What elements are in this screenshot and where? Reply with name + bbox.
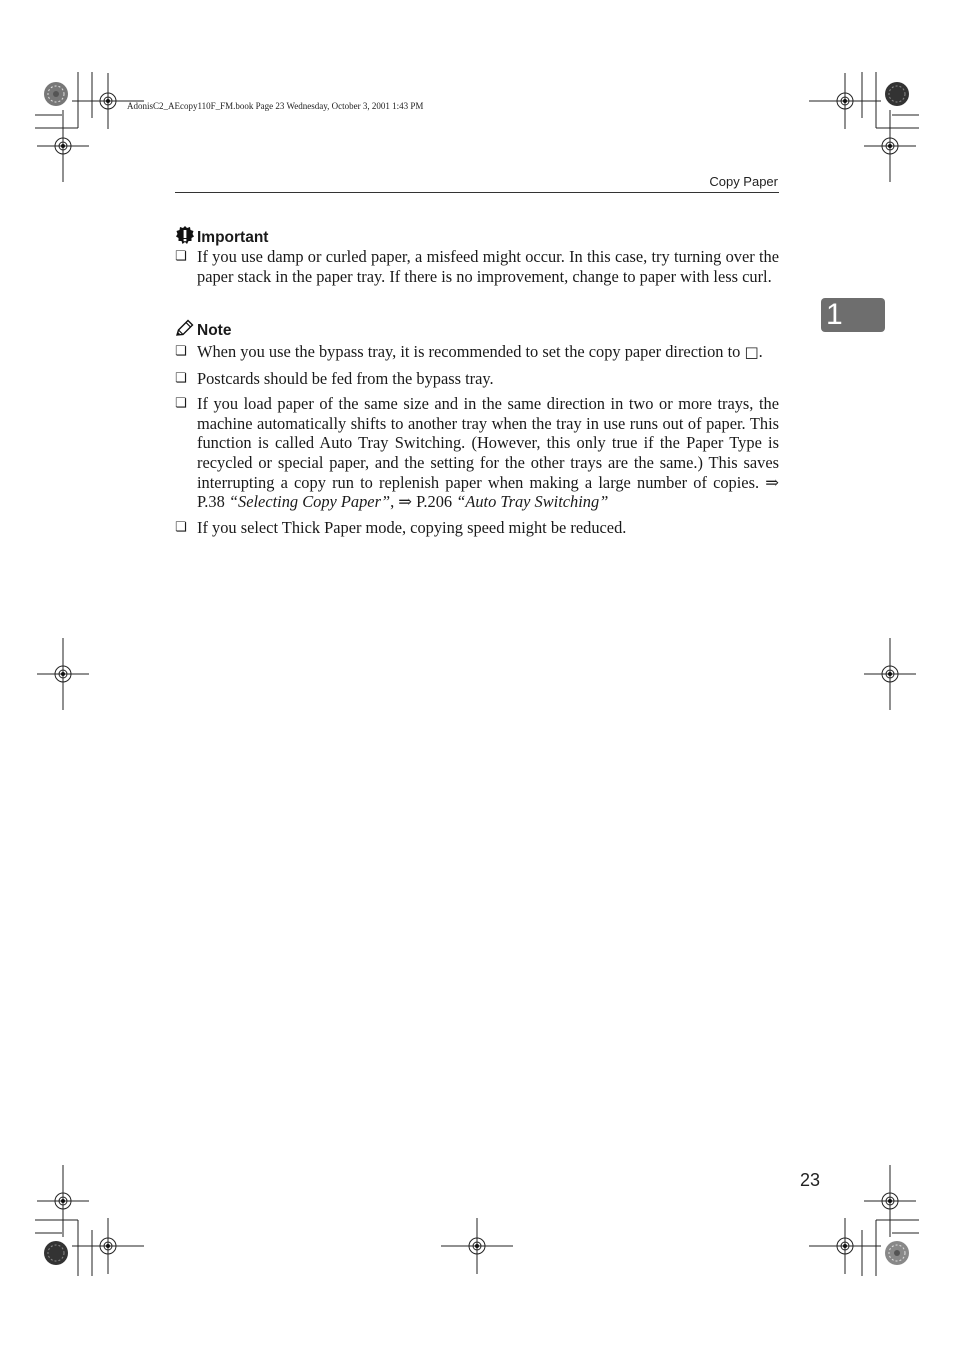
- header-rule: [175, 192, 779, 193]
- note-item-text: Postcards should be fed from the bypass tray.: [197, 368, 494, 388]
- note-list: [175, 342, 779, 537]
- list-item: [175, 247, 779, 286]
- note-heading: [175, 319, 231, 342]
- chapter-number: 1: [826, 298, 843, 331]
- note-item-text: When you use the bypass tray, it is recommended to set the copy paper direction to □.: [197, 342, 763, 361]
- note-item-text: If you select Thick Paper mode, copying speed might be reduced.: [197, 517, 627, 537]
- note-label: Note: [197, 321, 232, 339]
- note-item-text: If you load paper of the same size and in the same direction in two or more trays, the machine automatically shifts to another tray when the tray in use runs out of paper. This function is called Auto Tray Switching. (However, this only true if the Paper Type is recycled or special paper, and the setting for the other trays are the same.) This saves interrupting a copy run to replenish paper when making a large number of copies. ⇒ P.38 “Selecting Copy Paper”, ⇒ P.206 “Auto Tray Switching”: [197, 394, 779, 512]
- important-label: Important: [197, 228, 269, 246]
- pencil-icon: [175, 319, 195, 342]
- important-list: [175, 247, 779, 286]
- cross-reference-link[interactable]: P.38 “Selecting Copy Paper”: [197, 492, 391, 512]
- checkbox-bullet-icon: ❏: [175, 249, 187, 264]
- checkbox-bullet-icon: ❏: [175, 519, 187, 535]
- checkbox-bullet-icon: ❏: [175, 370, 187, 386]
- list-item: [175, 342, 779, 363]
- list-item: [175, 518, 779, 538]
- paper-direction-icon: □: [744, 343, 759, 361]
- checkbox-bullet-icon: ❏: [175, 344, 187, 359]
- cross-reference-link[interactable]: P.206 “Auto Tray Switching”: [416, 492, 609, 512]
- running-head: Copy Paper: [709, 174, 778, 189]
- important-item-text: If you use damp or curled paper, a misfeed might occur. In this case, try turning over the paper stack in the paper tray. If there is no improvement, change to paper with less curl.: [197, 247, 779, 286]
- list-item: [175, 394, 779, 512]
- chapter-tab: [821, 298, 885, 332]
- ref-arrow: ⇒: [765, 472, 779, 492]
- ref-arrow: ⇒: [398, 492, 413, 512]
- file-slug: AdonisC2_AEcopy110F_FM.book Page 23 Wednesday, October 3, 2001 1:43 PM: [127, 101, 424, 111]
- page-number: 23: [800, 1170, 821, 1190]
- list-item: [175, 369, 779, 389]
- checkbox-bullet-icon: ❏: [175, 396, 187, 412]
